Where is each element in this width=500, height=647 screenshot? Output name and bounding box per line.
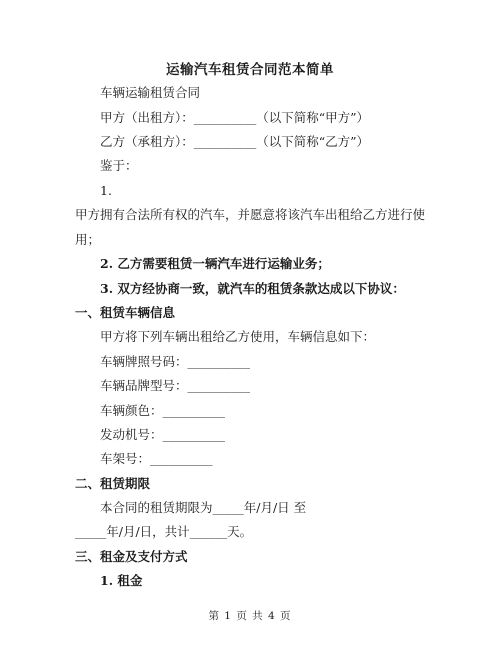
vin-field: 车架号：__________ [100, 451, 213, 466]
item-1-number: 1. [100, 183, 112, 198]
document-title: 运输汽车租赁合同范本简单 [166, 62, 334, 78]
plate-number-field: 车辆牌照号码：__________ [100, 354, 251, 369]
vehicle-info-intro: 甲方将下列车辆出租给乙方使用，车辆信息如下： [100, 329, 376, 344]
section-2-heading: 二、租赁期限 [75, 476, 151, 491]
lease-term-line: 本合同的租赁期限为_____年/月/日 至 [100, 500, 307, 515]
brand-model-field: 车辆品牌型号：__________ [100, 378, 251, 393]
whereas-line: 鉴于： [100, 158, 138, 173]
contract-heading: 车辆运输租赁合同 [100, 85, 201, 100]
section-3-heading: 三、租金及支付方式 [75, 549, 188, 564]
party-a-line: 甲方（出租方）：__________（以下简称“甲方”） [100, 110, 370, 125]
section-1-heading: 一、租赁车辆信息 [75, 305, 176, 320]
party-b-line: 乙方（承租方）：__________（以下简称“乙方”） [100, 134, 370, 149]
item-2-text: 2. 乙方需要租赁一辆汽车进行运输业务； [100, 256, 330, 271]
color-field: 车辆颜色：__________ [100, 403, 226, 418]
item-1-text-cont: 用； [75, 232, 101, 247]
page-number: 第 1 页 共 4 页 [208, 610, 292, 622]
rent-subheading: 1. 租金 [100, 573, 143, 588]
engine-number-field: 发动机号：__________ [100, 427, 226, 442]
item-3-text: 3. 双方经协商一致，就汽车的租赁条款达成以下协议： [100, 281, 405, 296]
lease-term-line-cont: _____年/月/日，共计______天。 [75, 524, 253, 539]
item-1-text: 甲方拥有合法所有权的汽车，并愿意将该汽车出租给乙方进行使 [75, 207, 426, 222]
